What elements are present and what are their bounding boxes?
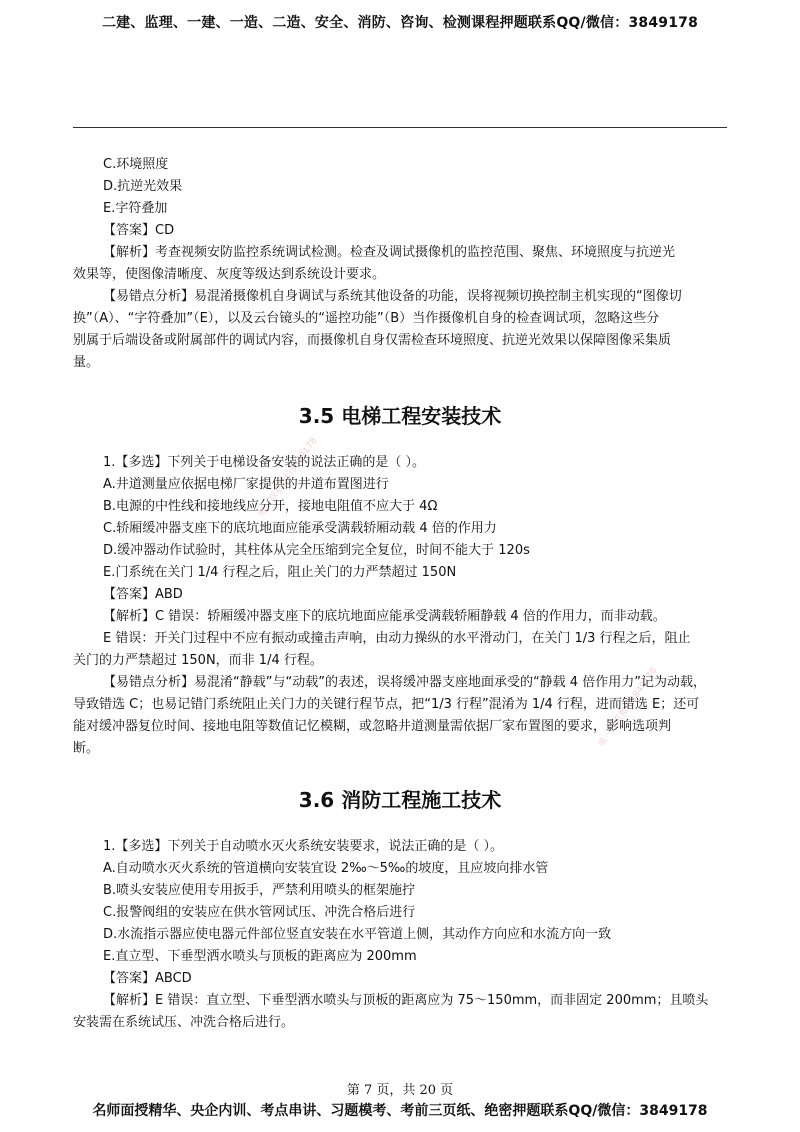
error-analysis-line-4: 断。 bbox=[73, 741, 100, 756]
option-e: E.字符叠加 bbox=[103, 201, 168, 216]
option-d: D.抗逆光效果 bbox=[103, 179, 183, 194]
option-c: C.环境照度 bbox=[103, 157, 169, 172]
section-title-3-5: 3.5 电梯工程安装技术 bbox=[298, 404, 502, 428]
option-e: E.门系统在关门 1/4 行程之后，阻止关门的力严禁超过 150N bbox=[103, 565, 457, 580]
page-header-ad: 二建、监理、一建、一造、二造、安全、消防、咨询、检测课程押题联系QQ/微信：3849178 bbox=[101, 15, 699, 31]
option-a: A.井道测量应依据电梯厂家提供的井道布置图进行 bbox=[103, 477, 389, 492]
question: 1.【多选】下列关于电梯设备安装的说法正确的是（ ）。 bbox=[103, 455, 426, 470]
analysis-line-2: E 错误：开关门过程中不应有振动或撞击声响，由动力操纵的水平滑动门，在关门 1/3 行程之后，阻止 bbox=[103, 631, 691, 646]
answer: 【答案】ABCD bbox=[103, 971, 192, 986]
section-title-3-6: 3.6 消防工程施工技术 bbox=[298, 788, 502, 812]
analysis-line-2: 安装需在系统试压、冲洗合格后进行。 bbox=[73, 1015, 295, 1030]
error-analysis-line-2: 换”（A）、“字符叠加”（E），以及云台镜头的“遥控功能”（B）当作摄像机自身的检查调试项，忽略这些分 bbox=[73, 311, 660, 326]
option-d: D.水流指示器应使电器元件部位竖直安装在水平管道上侧，其动作方向应和水流方向一致 bbox=[103, 927, 612, 942]
header-rule bbox=[73, 127, 727, 128]
answer: 【答案】ABD bbox=[103, 587, 183, 602]
previous-question-block bbox=[73, 154, 727, 374]
error-analysis-line-2: 导致错选 C；也易记错门系统阻止关门力的关键行程节点，把“1/3 行程”混淆为 1/4 行程，进而错选 E；还可 bbox=[73, 697, 700, 712]
error-analysis-line-4: 量。 bbox=[73, 355, 100, 370]
watermark-1: 唯一联系微信3849178 bbox=[257, 435, 320, 519]
error-analysis-line-1: 【易错点分析】易混淆摄像机自身调试与系统其他设备的功能，误将视频切换控制主机实现的“图像切 bbox=[103, 289, 682, 304]
section-3-5-question-block bbox=[73, 452, 727, 760]
section-3-6-question-block bbox=[73, 836, 727, 1034]
option-c: C.报警阀组的安装应在供水管网试压、冲洗合格后进行 bbox=[103, 905, 416, 920]
analysis-line-3: 关门的力严禁超过 150N，而非 1/4 行程。 bbox=[73, 653, 323, 668]
option-b: B.喷头安装应使用专用扳手，严禁利用喷头的框架施拧 bbox=[103, 883, 416, 898]
question: 1.【多选】下列关于自动喷水灭火系统安装要求，说法正确的是（ ）。 bbox=[103, 839, 504, 854]
page-footer-ad: 名师面授精华、央企内训、考点串讲、习题模考、考前三页纸、绝密押题联系QQ/微信：3849178 bbox=[92, 1103, 708, 1119]
watermark-2: 唯一联系微信3849178 bbox=[597, 665, 660, 749]
analysis-line-1: 【解析】考查视频安防监控系统调试检测。检查及调试摄像机的监控范围、聚焦、环境照度与抗逆光 bbox=[103, 245, 676, 260]
page-number: 第 7 页，共 20 页 bbox=[346, 1083, 454, 1098]
error-analysis-line-3: 能对缓冲器复位时间、接地电阻等数值记忆模糊，或忽略井道测量需依据厂家布置图的要求，影响选项判 bbox=[73, 719, 672, 734]
analysis-line-2: 效果等，使图像清晰度、灰度等级达到系统设计要求。 bbox=[73, 267, 386, 282]
option-b: B.电源的中性线和接地线应分开，接地电阻值不应大于 4Ω bbox=[103, 499, 438, 514]
answer: 【答案】CD bbox=[103, 223, 175, 238]
analysis-line-1: 【解析】E 错误：直立型、下垂型洒水喷头与顶板的距离应为 75～150mm，而非固定 200mm；且喷头 bbox=[103, 993, 709, 1008]
analysis-line-1: 【解析】C 错误：轿厢缓冲器支座下的底坑地面应能承受满载轿厢静载 4 倍的作用力，而非动载。 bbox=[103, 609, 666, 624]
option-d: D.缓冲器动作试验时，其柱体从完全压缩到完全复位，时间不能大于 120s bbox=[103, 543, 530, 558]
page-content bbox=[73, 154, 727, 1034]
error-analysis-line-3: 别属于后端设备或附属部件的调试内容，而摄像机自身仅需检查环境照度、抗逆光效果以保障图像采集质 bbox=[73, 333, 672, 348]
option-e: E.直立型、下垂型洒水喷头与顶板的距离应为 200mm bbox=[103, 949, 417, 964]
option-a: A.自动喷水灭火系统的管道横向安装宜设 2‰～5‰的坡度，且应坡向排水管 bbox=[103, 861, 549, 876]
error-analysis-line-1: 【易错点分析】易混淆“静载”与“动载”的表述，误将缓冲器支座地面承受的“静载 4 倍作用力”记为动载， bbox=[103, 675, 706, 690]
option-c: C.轿厢缓冲器支座下的底坑地面应能承受满载轿厢动载 4 倍的作用力 bbox=[103, 521, 497, 536]
